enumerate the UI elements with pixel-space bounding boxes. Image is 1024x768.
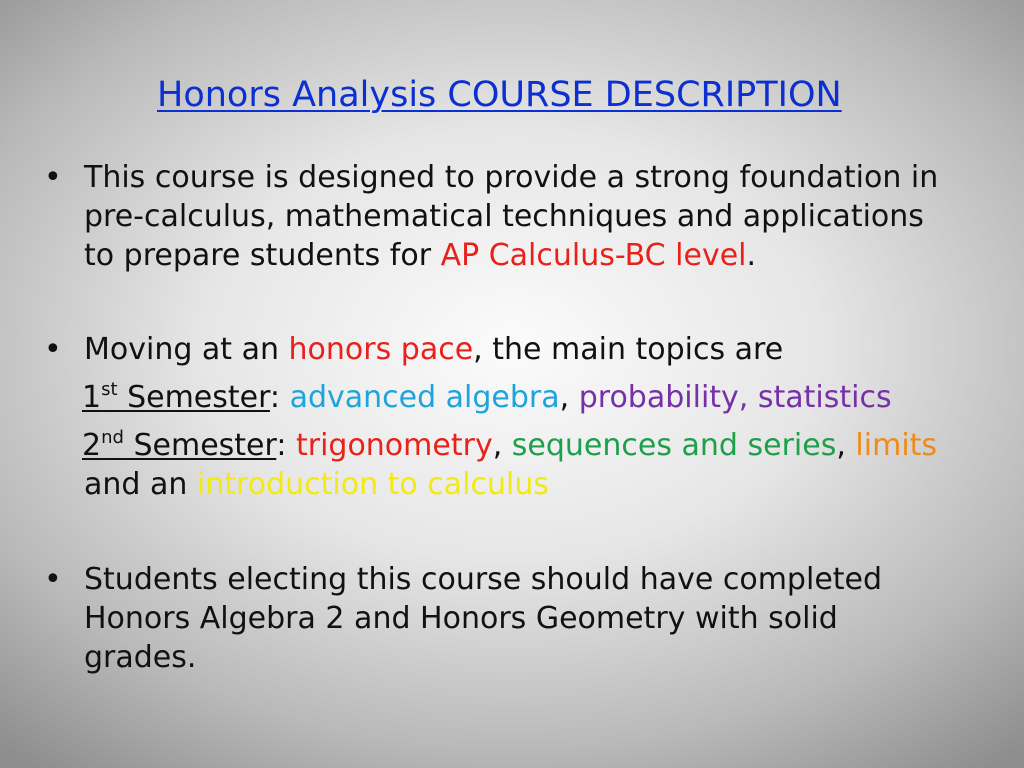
semester1-separator: , xyxy=(559,380,579,415)
honors-pace-highlight: honors pace xyxy=(288,332,474,367)
topic-advanced-algebra: advanced algebra xyxy=(289,380,560,415)
bullet-topics xyxy=(44,330,1009,369)
semester1-colon: : xyxy=(269,380,290,415)
bullet-dot: • xyxy=(44,160,62,195)
semester2-word: Semester xyxy=(123,428,277,463)
bullet-dot: • xyxy=(44,332,62,367)
topic-limits: limits xyxy=(855,428,938,463)
topic-probability-statistics: probability, statistics xyxy=(578,380,892,415)
semester1-line xyxy=(82,378,892,417)
semester2-separator2: , xyxy=(836,428,856,463)
semester1-word: Semester xyxy=(117,380,270,415)
bullet1-period: . xyxy=(746,238,757,273)
bullet1-line3-prefix: to prepare students for xyxy=(84,238,441,273)
topic-intro-calculus: introduction to calculus xyxy=(196,467,549,502)
semester2-ordinal: nd xyxy=(101,427,124,448)
bullet1-line2: pre-calculus, mathematical techniques and applications xyxy=(84,199,924,234)
semester2-line xyxy=(82,426,937,465)
bullet3-line1: Students electing this course should have completed xyxy=(84,562,883,597)
bullet-dot: • xyxy=(44,562,62,597)
bullet2-prefix: Moving at an xyxy=(84,332,289,367)
semester2-line2-prefix: and an xyxy=(84,467,197,502)
bullet-course-purpose xyxy=(44,158,1009,275)
bullet2-suffix: , the main topics are xyxy=(473,332,784,367)
bullet1-line3 xyxy=(84,236,1009,275)
bullet-prerequisites xyxy=(44,560,1009,677)
slide-title: Honors Analysis COURSE DESCRIPTION xyxy=(157,75,842,115)
semester2-separator1: , xyxy=(492,428,512,463)
bullet3-line3: grades. xyxy=(84,640,197,675)
topic-trigonometry: trigonometry xyxy=(295,428,493,463)
semester1-ordinal: st xyxy=(101,379,118,400)
semester2-label xyxy=(82,428,276,463)
semester1-label xyxy=(82,380,270,415)
bullet1-line1: This course is designed to provide a strong foundation in xyxy=(84,160,939,195)
ap-calculus-highlight: AP Calculus-BC level xyxy=(440,238,747,273)
bullet3-line2: Honors Algebra 2 and Honors Geometry with solid xyxy=(84,601,838,636)
semester2-line2 xyxy=(84,465,549,504)
semester1-number: 1 xyxy=(82,380,102,415)
semester2-colon: : xyxy=(276,428,296,463)
semester2-number: 2 xyxy=(82,428,102,463)
bullet2-line xyxy=(84,330,1009,369)
topic-sequences-series: sequences and series xyxy=(511,428,837,463)
